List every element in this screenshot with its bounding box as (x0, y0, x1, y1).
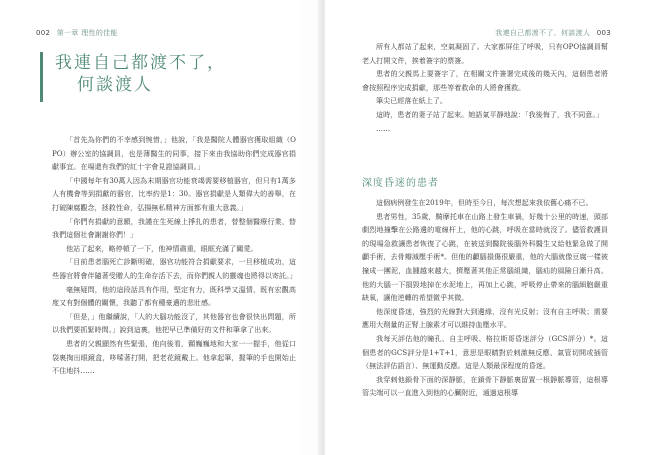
paragraph: 患者的父親馬上要簽字了，在相關文件簽署完成後的幾天內，這個患者將會按照程序完成捐獻，那些等着救命的人將會獲救。 (362, 69, 608, 92)
paragraph: 他深度昏迷，強烈的光線對大到邊緣，沒有光反射；沒有自主呼吸；需要應用大劑量的正腎上腺素才可以維持血壓水平。 (362, 306, 608, 330)
section-heading: 深度昏迷的患者 (362, 178, 439, 189)
left-page (0, 0, 300, 455)
chapter-title-line1: 我連自己都渡不了， (55, 53, 226, 73)
chapter-title-line2: 何談渡人 (77, 75, 153, 95)
right-body-text-bottom (362, 196, 608, 400)
left-running-head-text: 第一章 理性的佳能 (56, 29, 118, 37)
paragraph: 患者的父親顯然有些緊張，他向後看，顫巍巍地和大家一一握手，他從口袋裏掏出眼鏡盒，哆嗦著打開，把老花鏡戴上。他拿起筆，握筆的手也開始止不住地抖…… (52, 338, 296, 376)
paragraph: 「你們有捐獻的意願，我謹在生死線上掙扎的患者，替整個醫療行業，替我們這個社會謝謝你們！」 (52, 216, 296, 240)
right-page-number: 003 (596, 29, 611, 37)
left-page-number: 002 (36, 29, 51, 37)
paragraph: 所有人都站了起來，空氣凝固了。大家都屏住了呼吸，只有OPO協調員幫老人打開文件，挨着簽字的票簽。 (362, 42, 608, 65)
paragraph: 筆尖已經落在紙上了。 (376, 96, 447, 106)
paragraph: 「目前患者腦死亡診斷明確，器官功能符合捐獻要求，一旦移植成功，這些器官將會伴隨著受贈人的生命存活下去，而你們親人的靈魂也將得以寄託。」 (52, 257, 297, 280)
paragraph: 「中國每年有30萬人因為末期器官功能衰竭需要移植器官，但只有1萬多人有機會等到捐獻的器官，比率約是1：30。器官捐獻是人類偉大的善舉，在打破陳腐觀念，拯救性命，弘揚無私精神方面都有重大意義。」 (52, 175, 296, 212)
chapter-title (40, 52, 226, 102)
left-running-head (32, 28, 118, 38)
paragraph: 毫無疑問，他的這段話具有作用，堅定有力，既科學又溫情，既有宏觀高度又有對個體的關懷，我聽了都有種豪邁的悲壯感。 (52, 284, 296, 308)
left-body-text (52, 133, 296, 378)
paragraph: 我穿刺他鎖骨下面的深靜脈，在鎖骨下靜脈裏留置一根靜脈導管，這根導管尖端可以一直進入到他的心臟附近，通過這根導 (362, 374, 608, 398)
paragraph: 這時，患者的妻子站了起來。她語氣平靜地說：「我後悔了，我不同意。」 (376, 109, 603, 119)
paragraph: 這個病例發生在2019年，但時至今日，每次想起來我依舊心痛不已。 (376, 198, 593, 207)
paragraph: 我每天評估他的瞳孔、自主呼吸、格拉斯哥昏迷評分（GCS評分）*。這個患者的GCS評分是1+T+1，意思是眼睛對於刺激無反應、氣管切開或插管（無法評估語言）、無運動反應。這是人類最深程度的昏迷。 (362, 333, 608, 371)
paragraph: …… (376, 123, 391, 133)
paragraph: 患者男性，35歲，騎摩托車在山路上發生車禍，好幾十公里的時速，頭部劇烈地撞擊在公路邊的電線杆上，他的心跳，呼吸在當時就沒了。儘管救護員的現場急救讓患者恢復了心跳，在被送到醫院後腦外科醫生又給他緊急做了開顱手術，去骨瓣減壓手術*。但他的顱腦損傷很嚴重，他的大腦就像豆腐一樣被撞成一團泥，血腫越來越大，擠壓著其他正常腦組織，腦疝的風險日漸升高。他的大腦一下損毀地掉在水泥地上，再加上心跳，呼吸停止帶來的腦細胞嚴重缺氧，讓他逆轉的希望微乎其微。 (362, 211, 608, 303)
right-running-head-text: 我連自己都渡不了，何談渡人 (495, 29, 591, 37)
right-running-head (495, 28, 615, 38)
paragraph: 「首先為你們的不幸感到惋惜，」他說，「我是醫院人體器官獲取組織（OPO）辦公室的協調員，也是薄醫生的同事，接下來由我協助你們完成器官捐獻事宜。在場還有我們的紅十字會見證協調員。」 (52, 135, 296, 172)
paragraph: 他站了起來，略停頓了一下，他神情肅重，眼眶充滿了關愛。 (66, 243, 258, 253)
paragraph: 「但是，」他繼續說，「人的大腦功能沒了，其他器官也會很快出問題，所以我們要抓緊時間。」說到這裏，他把早已準備好的文件和筆拿了出來。 (52, 311, 296, 335)
right-body-text-top (362, 40, 608, 135)
